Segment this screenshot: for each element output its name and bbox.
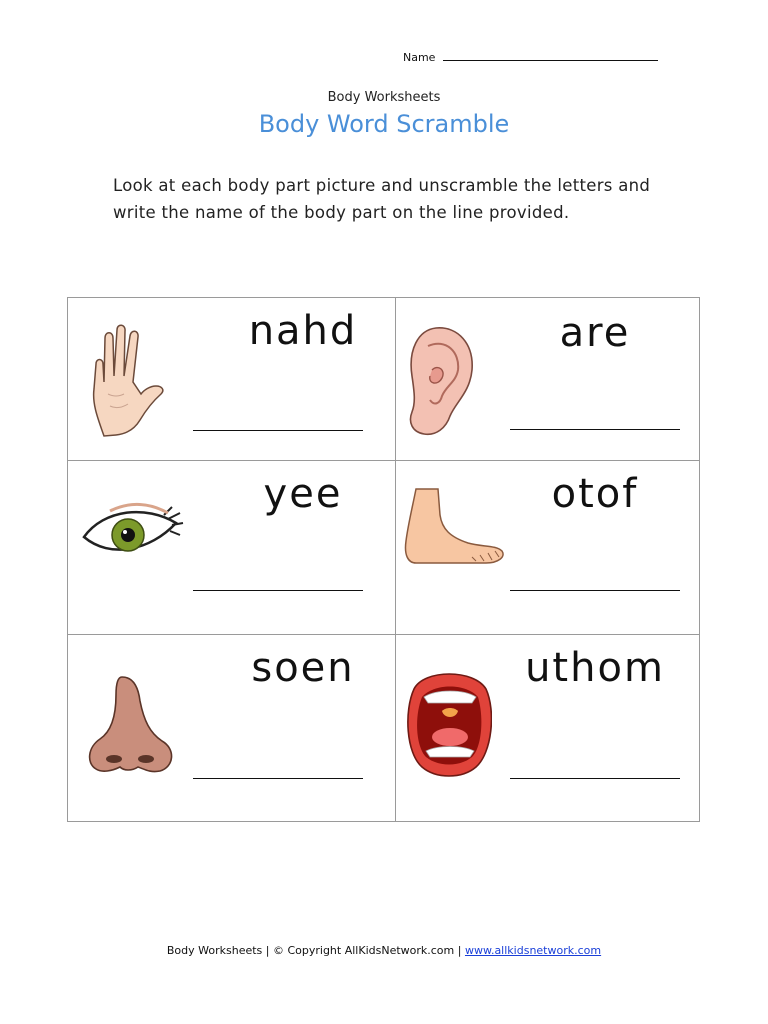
scrambled-word: nahd [248, 308, 358, 354]
page-subtitle: Body Worksheets [327, 90, 441, 105]
answer-line[interactable] [193, 430, 363, 431]
scrambled-word: uthom [525, 645, 665, 691]
scrambled-word: otof [551, 471, 639, 517]
answer-line[interactable] [510, 778, 680, 779]
mouth-icon [406, 667, 492, 779]
cell-eye [68, 461, 395, 634]
name-underline [443, 50, 658, 61]
scrambled-word: yee [263, 471, 343, 517]
cell-nose [68, 635, 395, 822]
page-title: Body Word Scramble [258, 110, 510, 138]
footer-link[interactable]: www.allkidsnetwork.com [464, 944, 602, 957]
hand-icon [86, 324, 170, 439]
word-scramble-grid [67, 297, 700, 822]
footer [0, 944, 768, 957]
scrambled-word: soen [251, 645, 355, 691]
instructions-text: Look at each body part picture and unscramble the letters and write the name of the body part on the line provided. [113, 176, 651, 222]
scrambled-word: are [559, 310, 631, 356]
answer-line[interactable] [510, 590, 680, 591]
nose-icon [86, 675, 178, 775]
foot-icon [402, 485, 506, 567]
cell-foot [396, 461, 701, 634]
cell-hand [68, 298, 395, 460]
footer-copyright: Body Worksheets | © Copyright AllKidsNetwork.com | [166, 944, 462, 957]
cell-mouth [396, 635, 701, 822]
cell-ear [396, 298, 701, 460]
ear-icon [406, 324, 476, 438]
answer-line[interactable] [193, 590, 363, 591]
name-label: Name [403, 51, 436, 64]
eye-icon [80, 501, 185, 561]
name-field[interactable] [403, 50, 658, 64]
answer-line[interactable] [510, 429, 680, 430]
answer-line[interactable] [193, 778, 363, 779]
